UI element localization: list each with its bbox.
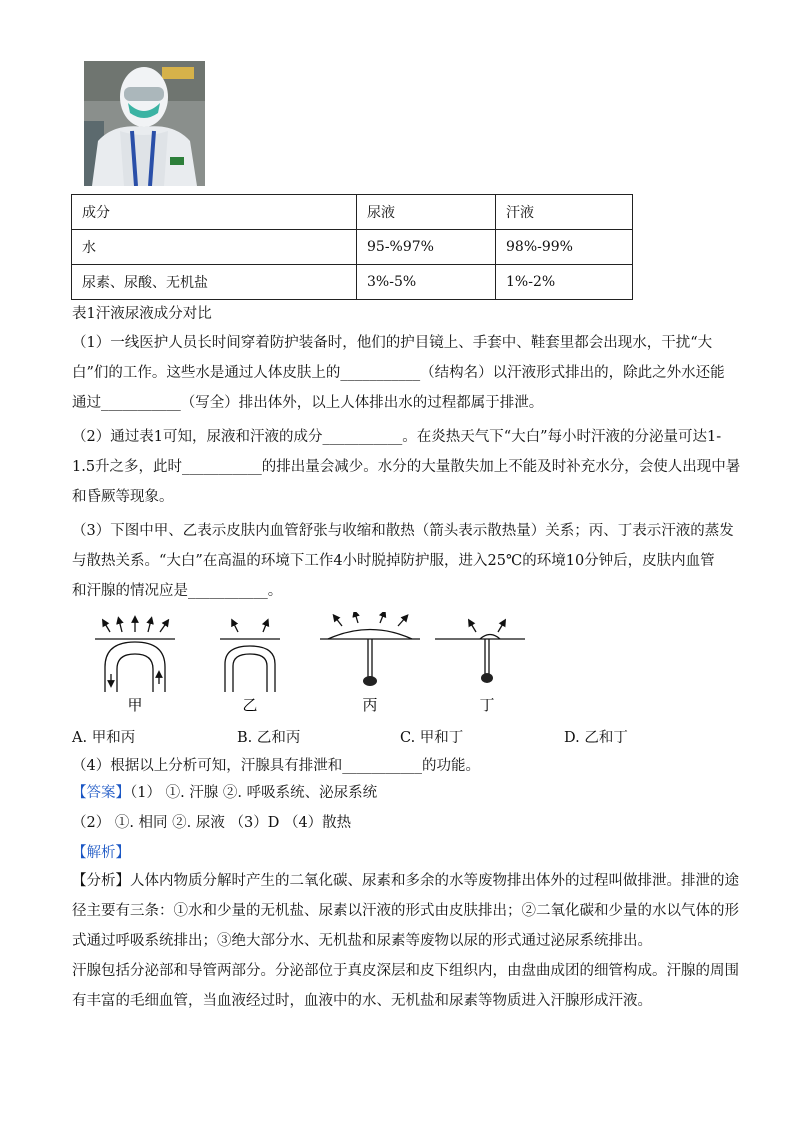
analysis-line: 有丰富的毛细血管，当血液经过时，血液中的水、无机盐和尿素等物质进入汗腺形成汗液。 (72, 993, 652, 1009)
table-cell: 3%-5% (357, 265, 496, 300)
question-1-line: 白”们的工作。这些水是通过人体皮肤上的___________（结构名）以汗液形式排出的，除此之外水还能 (72, 365, 725, 381)
answer-line: （2） ①. 相同 ②. 尿液 （3）D （4）散热 (72, 815, 352, 831)
answer-text: （1） ①. 汗腺 ②. 呼吸系统、泌尿系统 (130, 785, 378, 801)
table-cell: 95-%97% (357, 230, 496, 265)
table-cell: 尿液 (357, 195, 496, 230)
figure-label: 丁 (479, 696, 495, 714)
analysis-line: 径主要有三条：①水和少量的无机盐、尿素以汗液的形式由皮肤排出；②二氧化碳和少量的水以气体的形 (72, 903, 739, 919)
table-header-row (72, 195, 633, 230)
option-c: C. 甲和丁 (400, 730, 464, 746)
table-caption: 表1汗液尿液成分对比 (72, 306, 212, 322)
option-d: D. 乙和丁 (564, 730, 628, 746)
question-3-line: 与散热关系。“大白”在高温的环境下工作4小时脱掉防护服，进入25℃的环境10分钟后，皮肤内血管 (72, 553, 715, 569)
figure-label: 乙 (242, 696, 258, 714)
medical-worker-photo (84, 61, 205, 186)
table-cell: 成分 (72, 195, 357, 230)
option-b: B. 乙和丙 (237, 730, 301, 746)
analysis-tag: 【解析】 (72, 845, 130, 861)
skin-diagram (80, 612, 540, 717)
figure-label: 丙 (362, 696, 378, 714)
table-row (72, 230, 633, 265)
question-1-line: 通过___________（写全）排出体外，以上人体排出水的过程都属于排泄。 (72, 395, 544, 411)
question-3-line: （3）下图中甲、乙表示皮肤内血管舒张与收缩和散热（箭头表示散热量）关系；丙、丁表示汗液的蒸发 (72, 523, 734, 539)
analysis-text: 人体内物质分解时产生的二氧化碳、尿素和多余的水等废物排出体外的过程叫做排泄。排泄的途 (130, 873, 739, 889)
table-cell: 尿素、尿酸、无机盐 (72, 265, 357, 300)
table-cell: 水 (72, 230, 357, 265)
options-row (72, 728, 632, 748)
table-row (72, 265, 633, 300)
question-2-line: 1.5升之多，此时___________的排出量会减少。水分的大量散失加上不能及时补充水分，会使人出现中暑 (72, 459, 741, 475)
question-4-line: （4）根据以上分析可知，汗腺具有排泄和___________的功能。 (72, 758, 480, 774)
analysis-line: 式通过呼吸系统排出；③绝大部分水、无机盐和尿素等废物以尿的形式通过泌尿系统排出。 (72, 933, 652, 949)
question-2-line: 和昏厥等现象。 (72, 489, 174, 505)
answer-tag: 【答案】 (72, 785, 130, 801)
answer-line (72, 783, 377, 803)
figure-label: 甲 (127, 696, 143, 714)
analysis-label: 【分析】 (72, 873, 130, 889)
option-a: A. 甲和丙 (72, 730, 136, 746)
analysis-line (72, 871, 739, 891)
question-1-line: （1）一线医护人员长时间穿着防护装备时，他们的护目镜上、手套中、鞋套里都会出现水，干扰“大 (72, 335, 713, 351)
table-cell: 汗液 (496, 195, 633, 230)
question-2-line: （2）通过表1可知，尿液和汗液的成分___________。在炎热天气下“大白”每小时汗液的分泌量可达1- (72, 429, 722, 445)
table-cell: 1%-2% (496, 265, 633, 300)
analysis-line: 汗腺包括分泌部和导管两部分。分泌部位于真皮深层和皮下组织内，由盘曲成团的细管构成。汗腺的周围 (72, 963, 739, 979)
table-cell: 98%-99% (496, 230, 633, 265)
question-3-line: 和汗腺的情况应是___________。 (72, 583, 283, 599)
composition-table (71, 194, 633, 300)
